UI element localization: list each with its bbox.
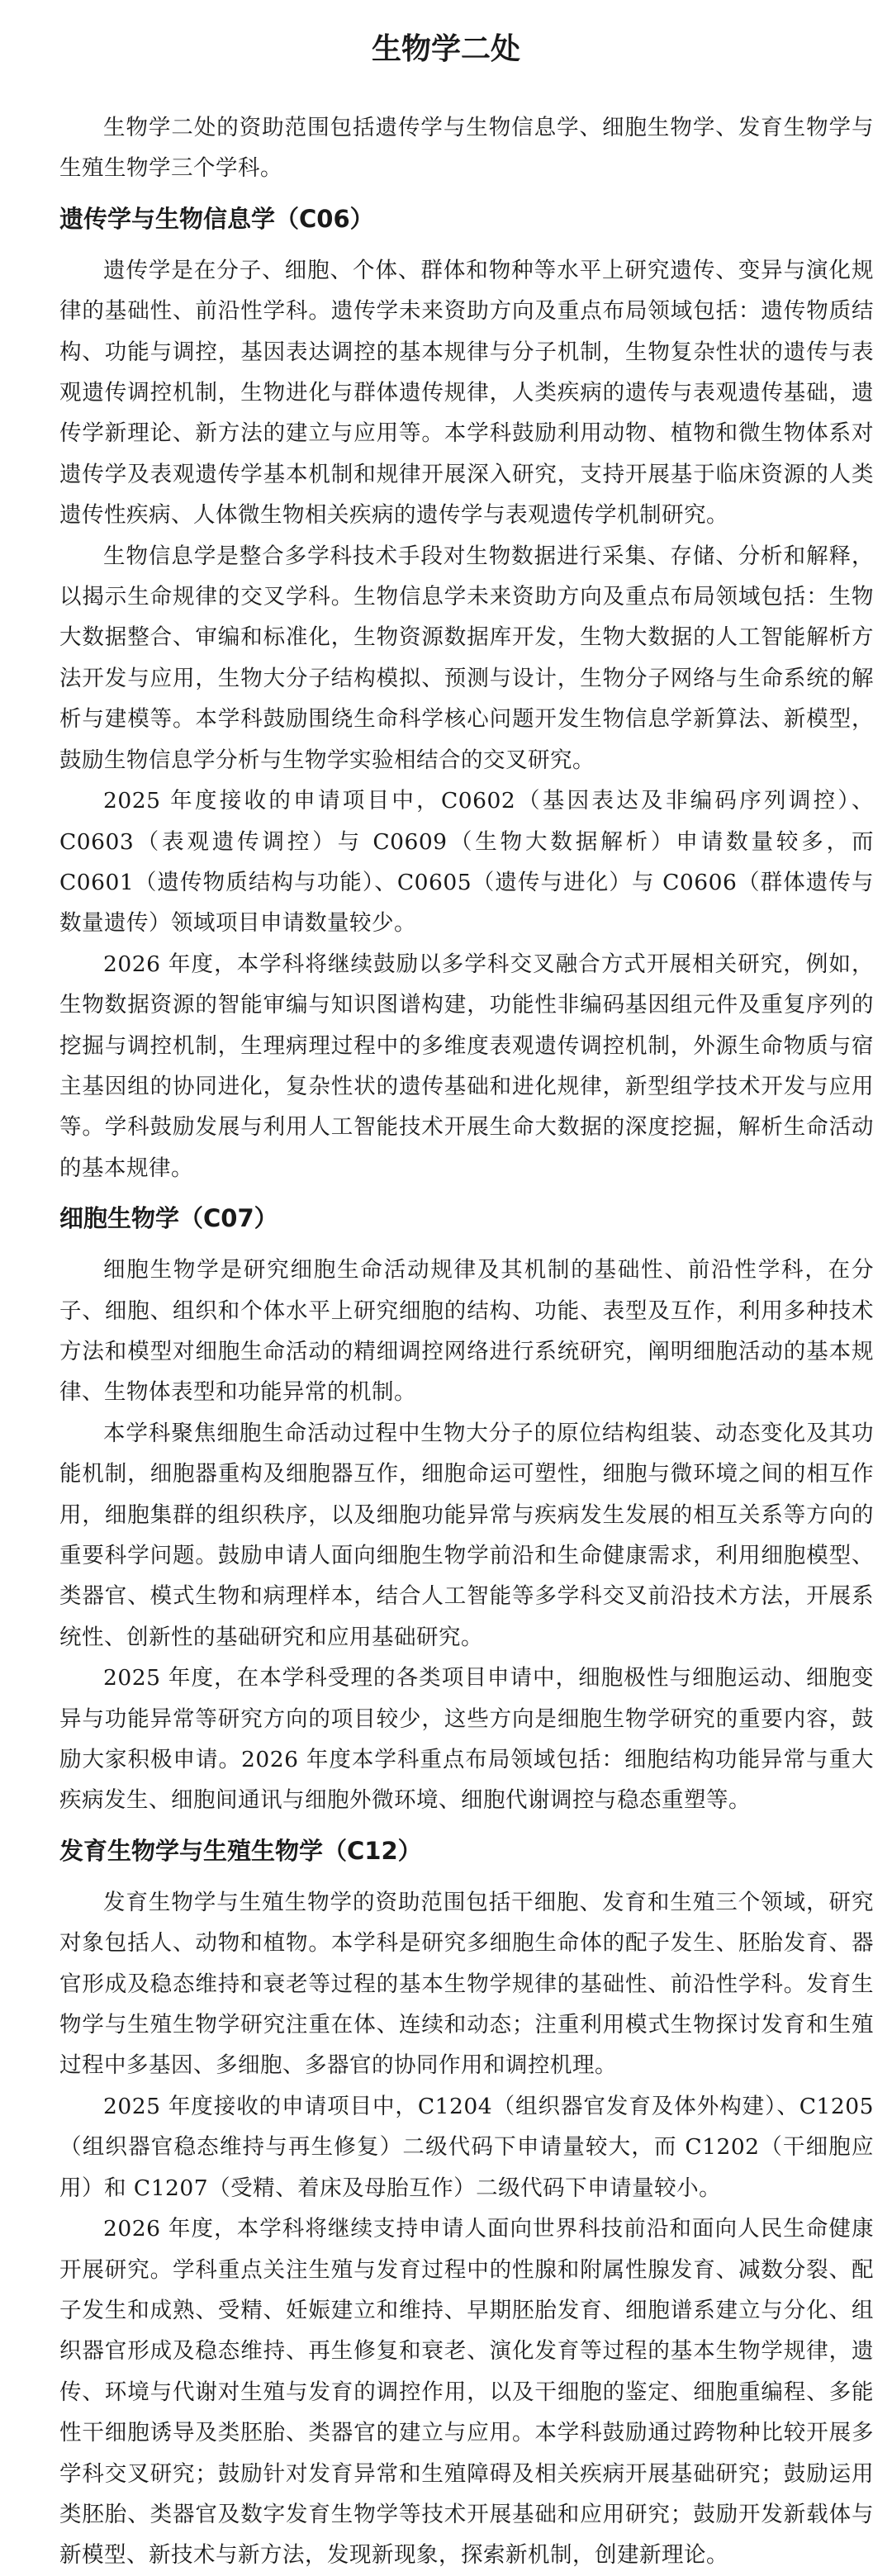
paragraph: 2025 年度接收的申请项目中，C1204（组织器官发育及体外构建）、C1205（组织器官稳态维持与再生修复）二级代码下申请量较大，而 C1202（干细胞应用）和 C1207（受精、着床及母胎互作）二级代码下申请量较小。 (59, 2093, 874, 2201)
page-title: 生物学二处 (371, 32, 520, 66)
section-heading: 遗传学与生物信息学（C06） (59, 204, 374, 233)
paragraph: 生物信息学是整合多学科技术手段对生物数据进行采集、存储、分析和解释，以揭示生命规律的交叉学科。生物信息学未来资助方向及重点布局领域包括：生物大数据整合、审编和标准化，生物资源数据库开发，生物大数据的人工智能解析方法开发与应用，生物大分子结构模拟、预测与设计，生物分子网络与生命系统的解析与建模等。本学科鼓励围绕生命科学核心问题开发生物信息学新算法、新模型，鼓励生物信息学分析与生物学实验相结合的交叉研究。 (59, 543, 874, 773)
paragraph: 2026 年度，本学科将继续鼓励以多学科交叉融合方式开展相关研究，例如，生物数据资源的智能审编与知识图谱构建，功能性非编码基因组元件及重复序列的挖掘与调控机制，生理病理过程中的多维度表观遗传调控机制，外源生命物质与宿主基因组的协同进化，复杂性状的遗传基础和进化规律，新型组学技术开发与应用等。学科鼓励发展与利用人工智能技术开展生命大数据的深度挖掘，解析生命活动的基本规律。 (59, 951, 874, 1181)
section-developmental-biology (59, 1828, 874, 2576)
paragraph: 发育生物学与生殖生物学的资助范围包括干细胞、发育和生殖三个领域，研究对象包括人、动物和植物。本学科是研究多细胞生命体的配子发生、胚胎发育、器官形成及稳态维持和衰老等过程的基本生物学规律的基础性、前沿性学科。发育生物学与生殖生物学研究注重在体、连续和动态；注重利用模式生物探讨发育和生殖过程中多基因、多细胞、多器官的协同作用和调控机理。 (59, 1889, 874, 2079)
section-genetics (59, 196, 874, 1188)
section-heading: 细胞生物学（C07） (59, 1204, 278, 1233)
section-heading: 发育生物学与生殖生物学（C12） (59, 1836, 422, 1865)
paragraph: 本学科聚焦细胞生命活动过程中生物大分子的原位结构组装、动态变化及其功能机制，细胞器重构及细胞器互作，细胞命运可塑性，细胞与微环境之间的相互作用，细胞集群的组织秩序，以及细胞功能异常与疾病发生发展的相互关系等方向的重要科学问题。鼓励申请人面向细胞生物学前沿和生命健康需求，利用细胞模型、类器官、模式生物和病理样本，结合人工智能等多学科交叉前沿技术方法，开展系统性、创新性的基础研究和应用基础研究。 (59, 1420, 874, 1650)
section-cell-biology (59, 1195, 874, 1821)
paragraph: 遗传学是在分子、细胞、个体、群体和物种等水平上研究遗传、变异与演化规律的基础性、前沿性学科。遗传学未来资助方向及重点布局领域包括：遗传物质结构、功能与调控，基因表达调控的基本规律与分子机制，生物复杂性状的遗传与表观遗传调控机制，生物进化与群体遗传规律，人类疾病的遗传与表观遗传基础，遗传学新理论、新方法的建立与应用等。本学科鼓励利用动物、植物和微生物体系对遗传学及表观遗传学基本机制和规律开展深入研究，支持开展基于临床资源的人类遗传性疾病、人体微生物相关疾病的遗传学与表观遗传学机制研究。 (59, 257, 874, 529)
paragraph: 细胞生物学是研究细胞生命活动规律及其机制的基础性、前沿性学科，在分子、细胞、组织和个体水平上研究细胞的结构、功能、表型及互作，利用多种技术方法和模型对细胞生命活动的精细调控网络进行系统研究，阐明细胞活动的基本规律、生物体表型和功能异常的机制。 (59, 1257, 874, 1406)
paragraph: 2026 年度，本学科将继续支持申请人面向世界科技前沿和面向人民生命健康开展研究。学科重点关注生殖与发育过程中的性腺和附属性腺发育、减数分裂、配子发生和成熟、受精、妊娠建立和维持、早期胚胎发育、细胞谱系建立与分化、组织器官形成及稳态维持、再生修复和衰老、演化发育等过程的基本生物学规律，遗传、环境与代谢对生殖与发育的调控作用，以及干细胞的鉴定、细胞重编程、多能性干细胞诱导及类胚胎、类器官的建立与应用。本学科鼓励通过跨物种比较开展多学科交叉研究；鼓励针对发育异常和生殖障碍及相关疾病开展基础研究；鼓励运用类胚胎、类器官及数字发育生物学等技术开展基础和应用研究；鼓励开发新载体与新模型、新技术与新方法，发现新现象，探索新机制，创建新理论。 (59, 2216, 874, 2569)
paragraph: 2025 年度接收的申请项目中，C0602（基因表达及非编码序列调控）、C0603（表观遗传调控）与 C0609（生物大数据解析）申请数量较多，而 C0601（遗传物质结构与功能）、C0605（遗传与进化）与 C0606（群体遗传与数量遗传）领域项目申请数量较少。 (59, 788, 874, 937)
paragraph: 2025 年度，在本学科受理的各类项目申请中，细胞极性与细胞运动、细胞变异与功能异常等研究方向的项目较少，这些方向是细胞生物学研究的重要内容，鼓励大家积极申请。2026 年度本学科重点布局领域包括：细胞结构功能异常与重大疾病发生、细胞间通讯与细胞外微环境、细胞代谢调控与稳态重塑等。 (59, 1665, 874, 1814)
intro-paragraph: 生物学二处的资助范围包括遗传学与生物信息学、细胞生物学、发育生物学与生殖生物学三个学科。 (59, 115, 874, 182)
